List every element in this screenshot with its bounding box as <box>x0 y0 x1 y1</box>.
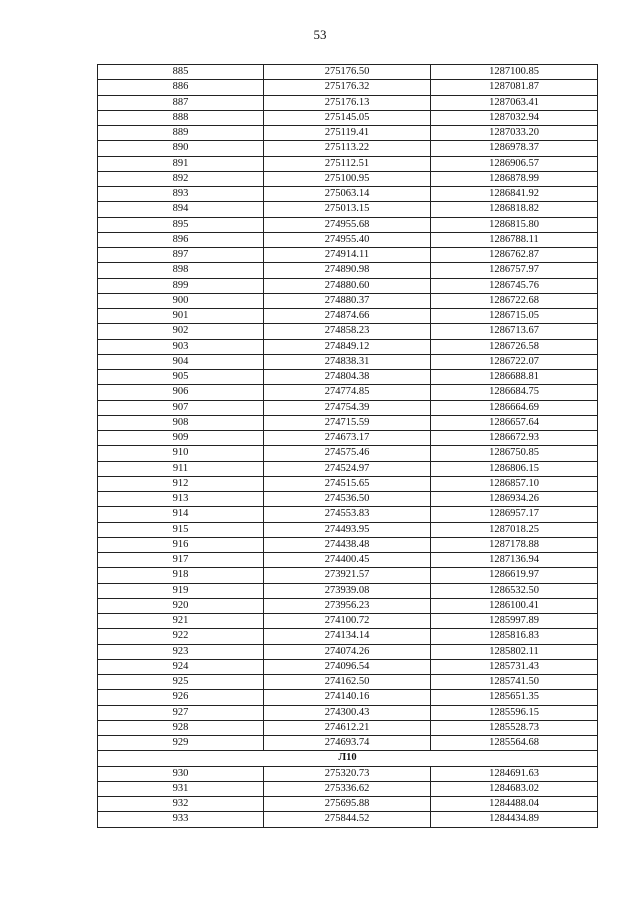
table-row <box>98 248 598 263</box>
table-row <box>98 492 598 507</box>
y-coordinate-cell: 1286726.58 <box>431 339 598 354</box>
table-row <box>98 553 598 568</box>
y-coordinate-cell: 1285651.35 <box>431 690 598 705</box>
x-coordinate-cell: 274162.50 <box>264 675 431 690</box>
table-row <box>98 431 598 446</box>
x-coordinate-cell: 274553.83 <box>264 507 431 522</box>
coordinates-table-body <box>98 65 598 751</box>
y-coordinate-cell: 1286806.15 <box>431 461 598 476</box>
table-row <box>98 385 598 400</box>
x-coordinate-cell: 274096.54 <box>264 659 431 674</box>
table-row <box>98 309 598 324</box>
table-row <box>98 705 598 720</box>
x-coordinate-cell: 274134.14 <box>264 629 431 644</box>
table-row <box>98 187 598 202</box>
section-label: Л10 <box>98 751 598 766</box>
x-coordinate-cell: 274575.46 <box>264 446 431 461</box>
point-number-cell: 933 <box>98 812 264 827</box>
y-coordinate-cell: 1286722.68 <box>431 293 598 308</box>
point-number-cell: 896 <box>98 232 264 247</box>
y-coordinate-cell: 1286684.75 <box>431 385 598 400</box>
point-number-cell: 932 <box>98 797 264 812</box>
x-coordinate-cell: 275112.51 <box>264 156 431 171</box>
y-coordinate-cell: 1287018.25 <box>431 522 598 537</box>
y-coordinate-cell: 1287063.41 <box>431 95 598 110</box>
point-number-cell: 885 <box>98 65 264 80</box>
x-coordinate-cell: 275100.95 <box>264 171 431 186</box>
x-coordinate-cell: 274858.23 <box>264 324 431 339</box>
x-coordinate-cell: 274914.11 <box>264 248 431 263</box>
y-coordinate-cell: 1286762.87 <box>431 248 598 263</box>
x-coordinate-cell: 275013.15 <box>264 202 431 217</box>
table-row <box>98 736 598 751</box>
y-coordinate-cell: 1286672.93 <box>431 431 598 446</box>
y-coordinate-cell: 1286934.26 <box>431 492 598 507</box>
x-coordinate-cell: 275695.88 <box>264 797 431 812</box>
y-coordinate-cell: 1286788.11 <box>431 232 598 247</box>
x-coordinate-cell: 274524.97 <box>264 461 431 476</box>
y-coordinate-cell: 1286664.69 <box>431 400 598 415</box>
point-number-cell: 914 <box>98 507 264 522</box>
y-coordinate-cell: 1287081.87 <box>431 80 598 95</box>
point-number-cell: 930 <box>98 766 264 781</box>
point-number-cell: 891 <box>98 156 264 171</box>
x-coordinate-cell: 273939.08 <box>264 583 431 598</box>
y-coordinate-cell: 1284434.89 <box>431 812 598 827</box>
point-number-cell: 909 <box>98 431 264 446</box>
point-number-cell: 897 <box>98 248 264 263</box>
x-coordinate-cell: 275320.73 <box>264 766 431 781</box>
table-row <box>98 110 598 125</box>
y-coordinate-cell: 1286957.17 <box>431 507 598 522</box>
y-coordinate-cell: 1286713.67 <box>431 324 598 339</box>
x-coordinate-cell: 274804.38 <box>264 370 431 385</box>
y-coordinate-cell: 1285731.43 <box>431 659 598 674</box>
y-coordinate-cell: 1284488.04 <box>431 797 598 812</box>
x-coordinate-cell: 274673.17 <box>264 431 431 446</box>
point-number-cell: 929 <box>98 736 264 751</box>
point-number-cell: 904 <box>98 354 264 369</box>
table-row <box>98 354 598 369</box>
table-row <box>98 812 598 827</box>
y-coordinate-cell: 1286722.07 <box>431 354 598 369</box>
point-number-cell: 903 <box>98 339 264 354</box>
y-coordinate-cell: 1286688.81 <box>431 370 598 385</box>
x-coordinate-cell: 274880.60 <box>264 278 431 293</box>
table-row <box>98 659 598 674</box>
y-coordinate-cell: 1286878.99 <box>431 171 598 186</box>
x-coordinate-cell: 274400.45 <box>264 553 431 568</box>
point-number-cell: 915 <box>98 522 264 537</box>
point-number-cell: 925 <box>98 675 264 690</box>
table-row <box>98 614 598 629</box>
x-coordinate-cell: 274140.16 <box>264 690 431 705</box>
table-row <box>98 461 598 476</box>
table-row <box>98 797 598 812</box>
table-row <box>98 644 598 659</box>
table-row <box>98 263 598 278</box>
table-row <box>98 507 598 522</box>
x-coordinate-cell: 274300.43 <box>264 705 431 720</box>
table-row <box>98 675 598 690</box>
y-coordinate-cell: 1286815.80 <box>431 217 598 232</box>
table-row <box>98 781 598 796</box>
page-number: 53 <box>313 27 327 42</box>
table-row <box>98 629 598 644</box>
table-row <box>98 720 598 735</box>
x-coordinate-cell: 274612.21 <box>264 720 431 735</box>
table-row <box>98 339 598 354</box>
x-coordinate-cell: 274715.59 <box>264 415 431 430</box>
point-number-cell: 886 <box>98 80 264 95</box>
table-row <box>98 171 598 186</box>
y-coordinate-cell: 1286745.76 <box>431 278 598 293</box>
y-coordinate-cell: 1285816.83 <box>431 629 598 644</box>
point-number-cell: 912 <box>98 476 264 491</box>
section-header-group <box>98 751 598 766</box>
x-coordinate-cell: 273956.23 <box>264 598 431 613</box>
point-number-cell: 931 <box>98 781 264 796</box>
x-coordinate-cell: 275176.32 <box>264 80 431 95</box>
point-number-cell: 910 <box>98 446 264 461</box>
point-number-cell: 927 <box>98 705 264 720</box>
y-coordinate-cell: 1284683.02 <box>431 781 598 796</box>
y-coordinate-cell: 1287100.85 <box>431 65 598 80</box>
x-coordinate-cell: 274438.48 <box>264 537 431 552</box>
table-row <box>98 415 598 430</box>
x-coordinate-cell: 274774.85 <box>264 385 431 400</box>
point-number-cell: 921 <box>98 614 264 629</box>
x-coordinate-cell: 274074.26 <box>264 644 431 659</box>
table-row <box>98 400 598 415</box>
table-row <box>98 95 598 110</box>
x-coordinate-cell: 274693.74 <box>264 736 431 751</box>
x-coordinate-cell: 274880.37 <box>264 293 431 308</box>
table-row <box>98 568 598 583</box>
point-number-cell: 889 <box>98 126 264 141</box>
table-row <box>98 598 598 613</box>
x-coordinate-cell: 274100.72 <box>264 614 431 629</box>
point-number-cell: 898 <box>98 263 264 278</box>
y-coordinate-cell: 1286757.97 <box>431 263 598 278</box>
point-number-cell: 917 <box>98 553 264 568</box>
y-coordinate-cell: 1287178.88 <box>431 537 598 552</box>
y-coordinate-cell: 1286100.41 <box>431 598 598 613</box>
point-number-cell: 906 <box>98 385 264 400</box>
y-coordinate-cell: 1286532.50 <box>431 583 598 598</box>
point-number-cell: 922 <box>98 629 264 644</box>
y-coordinate-cell: 1286857.10 <box>431 476 598 491</box>
point-number-cell: 892 <box>98 171 264 186</box>
point-number-cell: 894 <box>98 202 264 217</box>
table-row <box>98 65 598 80</box>
table-row <box>98 202 598 217</box>
x-coordinate-cell: 274838.31 <box>264 354 431 369</box>
coordinates-table <box>97 64 598 828</box>
y-coordinate-cell: 1287032.94 <box>431 110 598 125</box>
point-number-cell: 913 <box>98 492 264 507</box>
table-row <box>98 126 598 141</box>
point-number-cell: 905 <box>98 370 264 385</box>
y-coordinate-cell: 1285596.15 <box>431 705 598 720</box>
table-row <box>98 324 598 339</box>
x-coordinate-cell: 275145.05 <box>264 110 431 125</box>
point-number-cell: 901 <box>98 309 264 324</box>
point-number-cell: 908 <box>98 415 264 430</box>
x-coordinate-cell: 275063.14 <box>264 187 431 202</box>
x-coordinate-cell: 274849.12 <box>264 339 431 354</box>
table-row <box>98 690 598 705</box>
point-number-cell: 920 <box>98 598 264 613</box>
x-coordinate-cell: 275176.13 <box>264 95 431 110</box>
y-coordinate-cell: 1286978.37 <box>431 141 598 156</box>
y-coordinate-cell: 1286841.92 <box>431 187 598 202</box>
point-number-cell: 923 <box>98 644 264 659</box>
y-coordinate-cell: 1285997.89 <box>431 614 598 629</box>
x-coordinate-cell: 274536.50 <box>264 492 431 507</box>
y-coordinate-cell: 1286906.57 <box>431 156 598 171</box>
point-number-cell: 928 <box>98 720 264 735</box>
point-number-cell: 899 <box>98 278 264 293</box>
x-coordinate-cell: 274754.39 <box>264 400 431 415</box>
x-coordinate-cell: 274515.65 <box>264 476 431 491</box>
point-number-cell: 907 <box>98 400 264 415</box>
point-number-cell: 893 <box>98 187 264 202</box>
table-row <box>98 278 598 293</box>
y-coordinate-cell: 1285802.11 <box>431 644 598 659</box>
point-number-cell: 926 <box>98 690 264 705</box>
coordinates-table-body-continued <box>98 766 598 827</box>
y-coordinate-cell: 1287136.94 <box>431 553 598 568</box>
point-number-cell: 911 <box>98 461 264 476</box>
point-number-cell: 900 <box>98 293 264 308</box>
x-coordinate-cell: 274955.68 <box>264 217 431 232</box>
y-coordinate-cell: 1286750.85 <box>431 446 598 461</box>
point-number-cell: 918 <box>98 568 264 583</box>
table-row <box>98 80 598 95</box>
x-coordinate-cell: 275336.62 <box>264 781 431 796</box>
table-row <box>98 522 598 537</box>
y-coordinate-cell: 1286818.82 <box>431 202 598 217</box>
x-coordinate-cell: 273921.57 <box>264 568 431 583</box>
point-number-cell: 919 <box>98 583 264 598</box>
y-coordinate-cell: 1284691.63 <box>431 766 598 781</box>
point-number-cell: 902 <box>98 324 264 339</box>
point-number-cell: 916 <box>98 537 264 552</box>
y-coordinate-cell: 1287033.20 <box>431 126 598 141</box>
y-coordinate-cell: 1285741.50 <box>431 675 598 690</box>
table-row <box>98 232 598 247</box>
x-coordinate-cell: 274493.95 <box>264 522 431 537</box>
point-number-cell: 890 <box>98 141 264 156</box>
x-coordinate-cell: 274874.66 <box>264 309 431 324</box>
y-coordinate-cell: 1286657.64 <box>431 415 598 430</box>
y-coordinate-cell: 1285528.73 <box>431 720 598 735</box>
table-row <box>98 583 598 598</box>
point-number-cell: 888 <box>98 110 264 125</box>
table-row <box>98 537 598 552</box>
table-row <box>98 766 598 781</box>
x-coordinate-cell: 275113.22 <box>264 141 431 156</box>
point-number-cell: 895 <box>98 217 264 232</box>
table-row <box>98 446 598 461</box>
x-coordinate-cell: 274890.98 <box>264 263 431 278</box>
y-coordinate-cell: 1285564.68 <box>431 736 598 751</box>
table-row <box>98 217 598 232</box>
table-row <box>98 156 598 171</box>
table-row <box>98 141 598 156</box>
y-coordinate-cell: 1286619.97 <box>431 568 598 583</box>
table-row <box>98 370 598 385</box>
point-number-cell: 924 <box>98 659 264 674</box>
x-coordinate-cell: 274955.40 <box>264 232 431 247</box>
point-number-cell: 887 <box>98 95 264 110</box>
section-header-row <box>98 751 598 766</box>
table-row <box>98 476 598 491</box>
x-coordinate-cell: 275176.50 <box>264 65 431 80</box>
table-row <box>98 293 598 308</box>
x-coordinate-cell: 275844.52 <box>264 812 431 827</box>
y-coordinate-cell: 1286715.05 <box>431 309 598 324</box>
x-coordinate-cell: 275119.41 <box>264 126 431 141</box>
